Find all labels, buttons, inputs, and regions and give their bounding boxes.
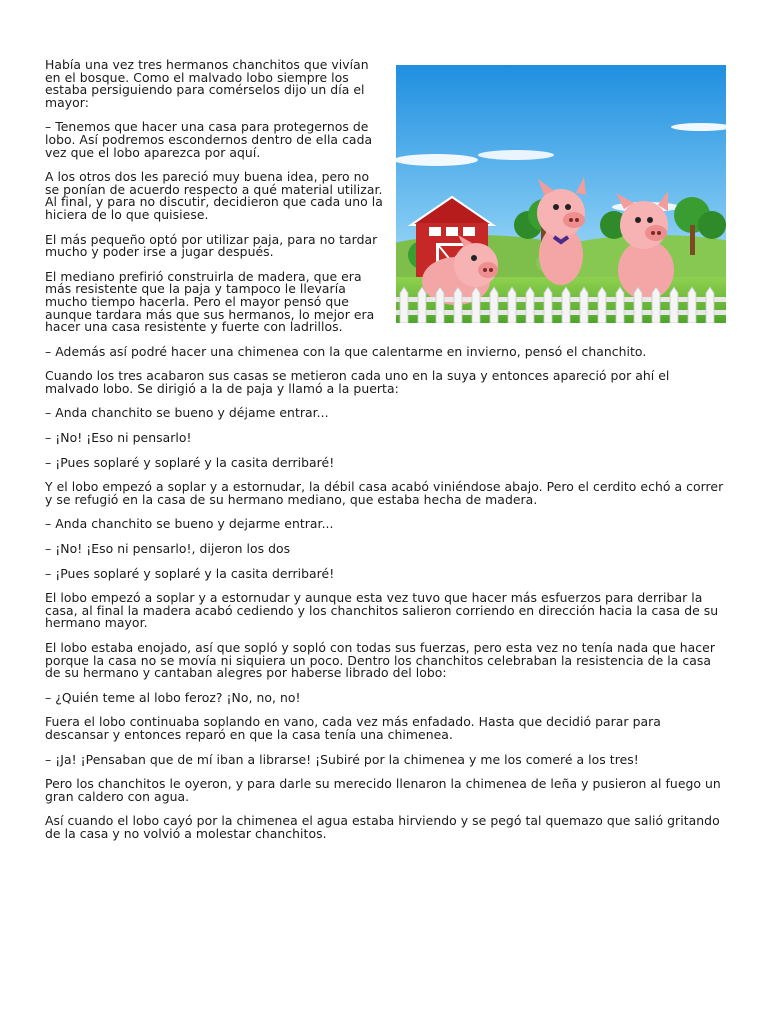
story-paragraph: Pero los chanchitos le oyeron, y para darle su merecido llenaron la chimenea de leña y pusieron al fuego un gran caldero con agua. bbox=[45, 776, 721, 804]
dialogue-line: – Anda chanchito se bueno y dejarme entrar... bbox=[45, 516, 334, 532]
three-little-pigs-farm-icon bbox=[396, 65, 726, 323]
story-paragraph: Cuando los tres acabaron sus casas se metieron cada uno en la suya y entonces apareció por ahí el malvado lobo. Se dirigió a la de paja y llamó a la puerta: bbox=[45, 368, 670, 396]
dialogue-line: – ¡Pues soplaré y soplaré y la casita derribaré! bbox=[45, 454, 335, 470]
dialogue-line: – ¡Pues soplaré y soplaré y la casita derribaré! bbox=[45, 565, 335, 581]
story-paragraph: Y el lobo empezó a soplar y a estornudar, la débil casa acabó viniéndose abajo. Pero el cerdito echó a correr y se refugió en la casa de su hermano mediano, que estaba hecha de madera. bbox=[45, 479, 724, 507]
story-paragraph: – Tenemos que hacer una casa para protegernos de lobo. Así podremos escondernos dentro de ella cada vez que el lobo aparezca por aquí. bbox=[45, 119, 373, 160]
story-text bbox=[45, 59, 725, 853]
dialogue-line: – ¡Ja! ¡Pensaban que de mí iban a librarse! ¡Subiré por la chimenea y me los comeré a los tres! bbox=[45, 751, 639, 767]
story-paragraph: El lobo estaba enojado, así que sopló y sopló con todas sus fuerzas, pero esta vez no tenía nada que hacer porque la casa no se movía ni siquiera un poco. Dentro los chanchitos celebraban la resistencia de la casa de su hermano y cantaban alegres por haberse librado del lobo: bbox=[45, 640, 715, 681]
three-little-pigs-illustration bbox=[396, 65, 726, 323]
story-paragraph: El más pequeño optó por utilizar paja, para no tardar mucho y poder irse a jugar después. bbox=[45, 231, 378, 260]
story-paragraph: Había una vez tres hermanos chanchitos que vivían en el bosque. Como el malvado lobo siempre los estaba persiguiendo para comérselos dijo un día el mayor: bbox=[45, 57, 369, 110]
story-paragraph: Así cuando el lobo cayó por la chimenea el agua estaba hirviendo y se pegó tal quemazo que salió gritando de la casa y no volvió a molestar chanchitos. bbox=[45, 813, 720, 841]
dialogue-line: – ¿Quién teme al lobo feroz? ¡No, no, no! bbox=[45, 689, 301, 705]
dialogue-line: – ¡No! ¡Eso ni pensarlo!, dijeron los dos bbox=[45, 541, 291, 557]
story-paragraph: Fuera el lobo continuaba soplando en vano, cada vez más enfadado. Hasta que decidió parar para descansar y entonces reparó en que la casa tenía una chimenea. bbox=[45, 714, 661, 742]
story-paragraph: A los otros dos les pareció muy buena idea, pero no se ponían de acuerdo respecto a qué material utilizar. Al final, y para no discutir, decidieron que cada uno la hiciera de lo que quisiese. bbox=[45, 169, 383, 222]
story-paragraph: El mediano prefirió construirla de madera, que era más resistente que la paja y tampoco le llevaría mucho tiempo hacerla. Pero el mayor pensó que aunque tardara más que sus hermanos, lo mejor era hacer una casa resistente y fuerte con ladrillos. bbox=[45, 268, 375, 335]
dialogue-line: – Anda chanchito se bueno y déjame entrar... bbox=[45, 405, 329, 421]
story-paragraph: El lobo empezó a soplar y a estornudar y aunque esta vez tuvo que hacer más esfuerzos para derribar la casa, al final la madera acabó cediendo y los chanchitos salieron corriendo en dirección hacia la casa de su hermano mayor. bbox=[45, 590, 719, 631]
story-paragraph: – Además así podré hacer una chimenea con la que calentarme en invierno, pensó el chanchito. bbox=[45, 343, 647, 359]
dialogue-line: – ¡No! ¡Eso ni pensarlo! bbox=[45, 430, 192, 446]
